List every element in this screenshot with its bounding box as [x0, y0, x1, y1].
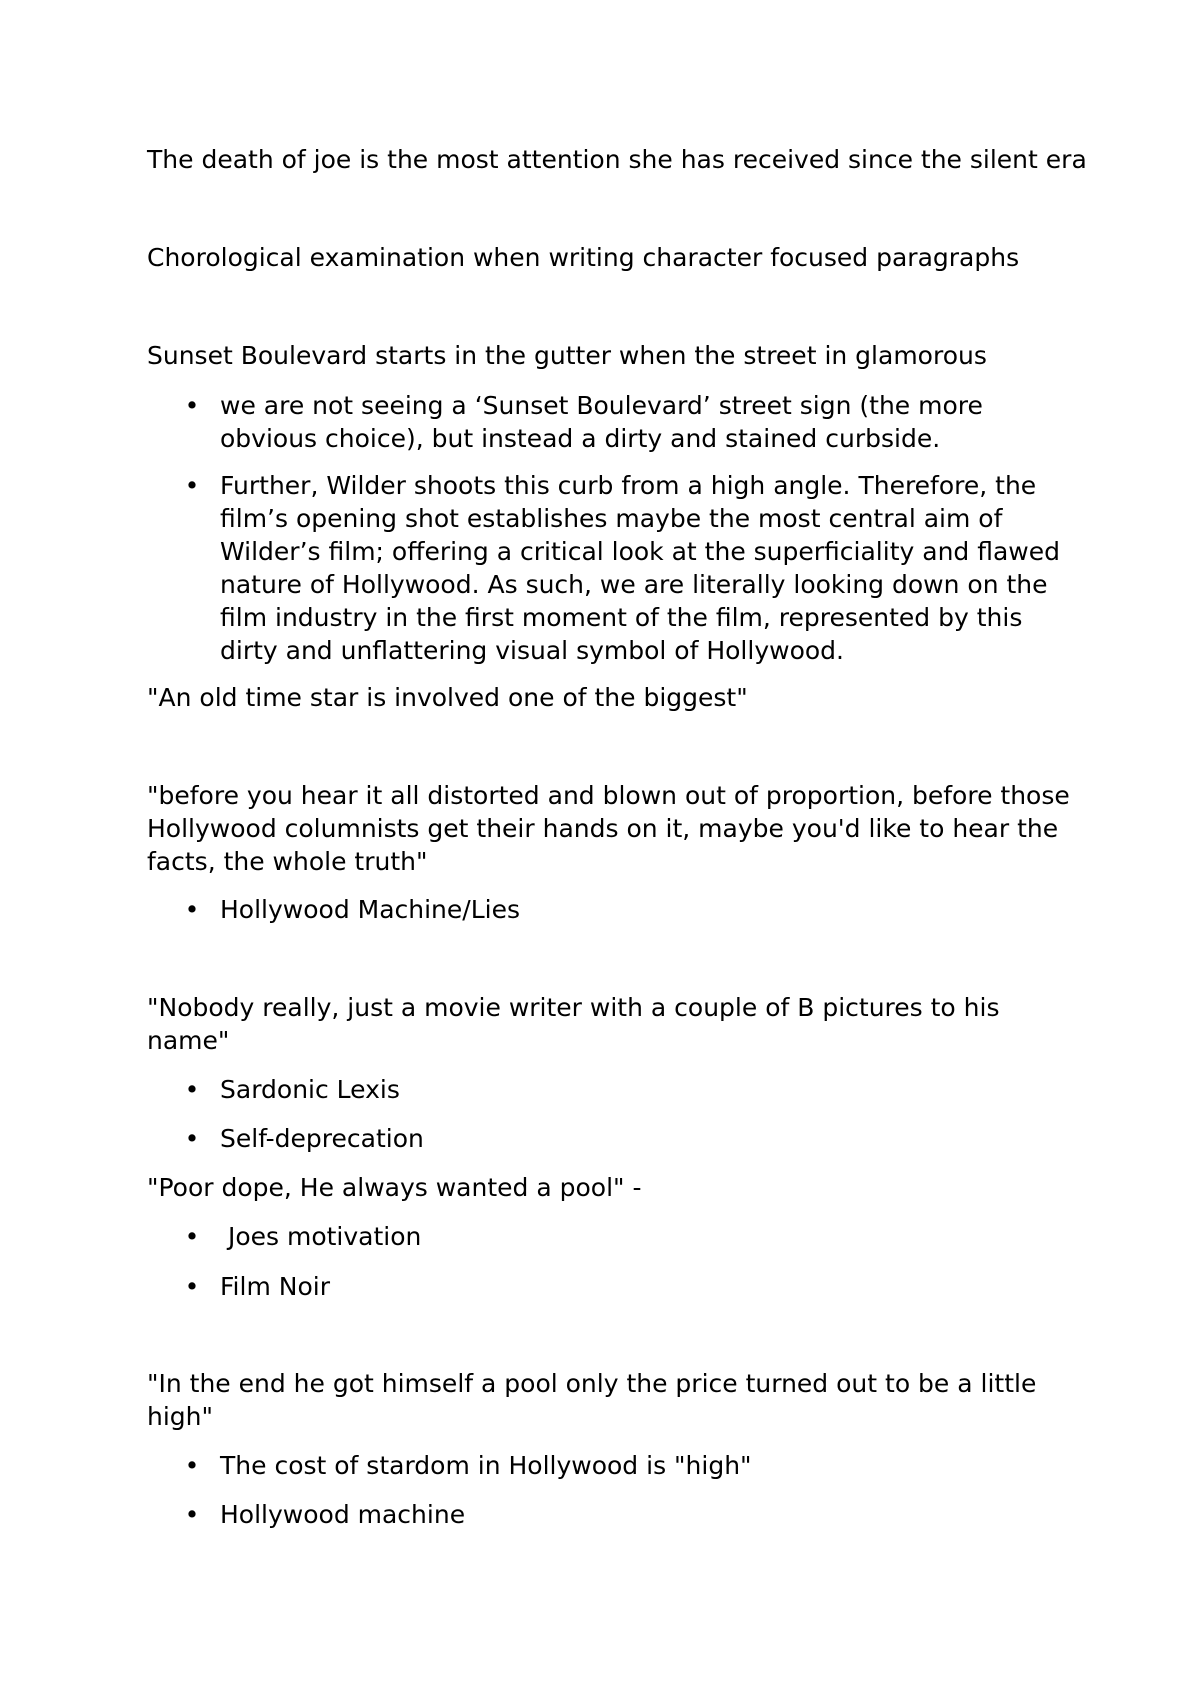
bullet-icon: • — [184, 1075, 200, 1104]
bullet-icon: • — [184, 1124, 200, 1153]
list-item-line: film industry in the first moment of the film, represented by this — [220, 603, 1023, 632]
bullet-icon: • — [184, 1451, 200, 1480]
paragraph-death-of-joe: The death of joe is the most attention she has received since the silent era — [147, 145, 1087, 174]
quote-in-the-end-line-2: high" — [147, 1402, 214, 1431]
paragraph-chorological: Chorological examination when writing character focused paragraphs — [147, 243, 1020, 272]
list-item-text — [220, 1270, 1080, 1303]
list-item-line: obvious choice), but instead a dirty and stained curbside. — [220, 424, 941, 453]
list-item-line: Sardonic Lexis — [220, 1075, 400, 1104]
list-item-line: Hollywood machine — [220, 1500, 466, 1529]
list-item-text — [220, 469, 1080, 667]
list-item-text — [220, 389, 1080, 455]
list-item-line: film’s opening shot establishes maybe the most central aim of — [220, 504, 1003, 533]
list-item-text — [220, 1498, 1080, 1531]
list-item-text — [220, 1122, 1080, 1155]
list-item-line: Film Noir — [220, 1272, 330, 1301]
list-item-line: Joes motivation — [220, 1222, 422, 1251]
list-item-text — [220, 893, 1080, 926]
list-item-line: Hollywood Machine/Lies — [220, 895, 520, 924]
list-item-line: dirty and unflattering visual symbol of Hollywood. — [220, 636, 844, 665]
list-item-line: Further, Wilder shoots this curb from a high angle. Therefore, the — [220, 471, 1037, 500]
list-item-line: nature of Hollywood. As such, we are literally looking down on the — [220, 570, 1048, 599]
bullet-icon: • — [184, 895, 200, 924]
list-item-line: The cost of stardom in Hollywood is "high" — [220, 1451, 752, 1480]
quote-old-time-star: "An old time star is involved one of the biggest" — [147, 683, 748, 712]
list-item-text — [220, 1073, 1080, 1106]
bullet-icon: • — [184, 1222, 200, 1251]
quote-nobody-really-line-1: "Nobody really, just a movie writer with a couple of B pictures to his — [147, 993, 1000, 1022]
paragraph-sunset-boulevard: Sunset Boulevard starts in the gutter when the street in glamorous — [147, 341, 987, 370]
bullet-icon: • — [184, 391, 200, 420]
list-item-line: Wilder’s film; offering a critical look at the superficiality and flawed — [220, 537, 1060, 566]
bullet-icon: • — [184, 1500, 200, 1529]
quote-in-the-end-line-1: "In the end he got himself a pool only the price turned out to be a little — [147, 1369, 1037, 1398]
quote-before-you-hear-line-1: "before you hear it all distorted and blown out of proportion, before those — [147, 781, 1070, 810]
quote-before-you-hear-line-2: Hollywood columnists get their hands on it, maybe you'd like to hear the — [147, 814, 1059, 843]
list-item-line: we are not seeing a ‘Sunset Boulevard’ street sign (the more — [220, 391, 983, 420]
quote-poor-dope: "Poor dope, He always wanted a pool" - — [147, 1173, 642, 1202]
list-item-text — [220, 1449, 1080, 1482]
list-item-line: Self-deprecation — [220, 1124, 424, 1153]
quote-before-you-hear-line-3: facts, the whole truth" — [147, 847, 428, 876]
quote-nobody-really-line-2: name" — [147, 1026, 230, 1055]
bullet-icon: • — [184, 1272, 200, 1301]
bullet-icon: • — [184, 471, 200, 500]
list-item-text — [220, 1220, 1080, 1253]
